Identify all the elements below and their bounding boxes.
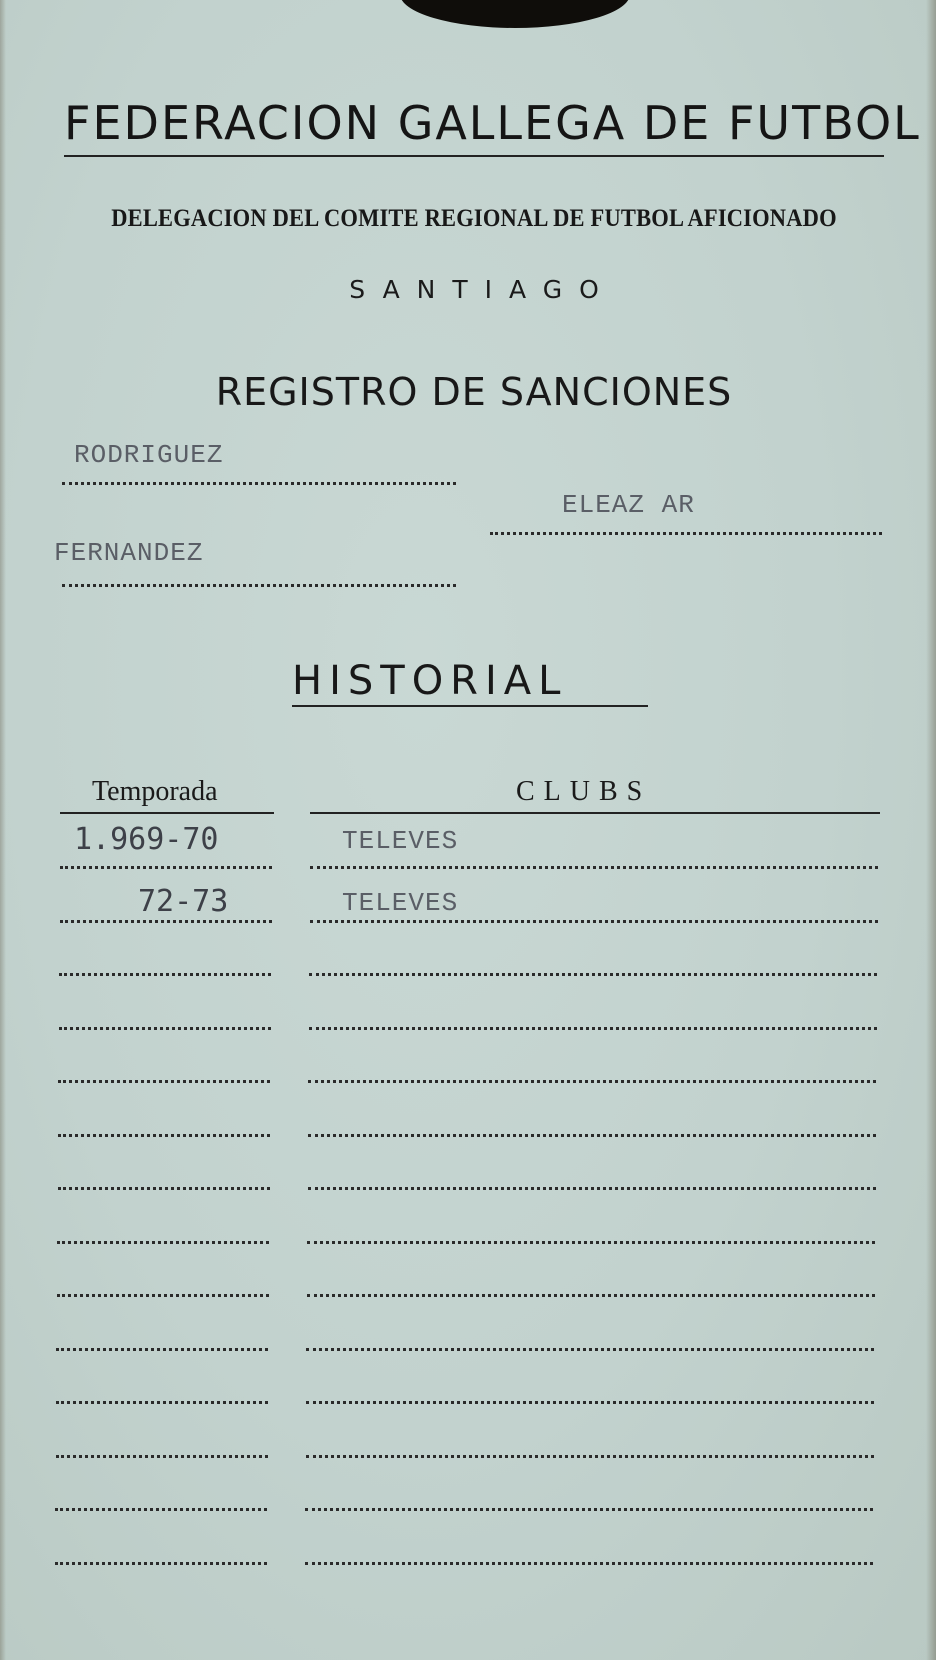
row-1-club: TELEVES <box>342 826 459 856</box>
season-row-line <box>57 1294 269 1297</box>
season-row-line <box>56 1348 268 1351</box>
season-row-line <box>58 1134 270 1137</box>
season-row-line <box>59 973 271 976</box>
club-row-line <box>309 973 877 976</box>
season-column-header: Temporada <box>92 776 218 807</box>
clubs-column-header: CLUBS <box>516 776 652 807</box>
city-heading: SANTIAGO <box>349 275 616 304</box>
delegation-subtitle: DELEGACION DEL COMITE REGIONAL DE FUTBOL AFICIONADO <box>111 205 837 232</box>
season-header-rule <box>60 812 274 814</box>
season-row-line <box>56 1401 268 1404</box>
row-1-season: 1.969-70 <box>74 822 219 857</box>
club-row-line <box>307 1294 875 1297</box>
row-2-season: 72-73 <box>138 884 229 919</box>
club-row-line <box>307 1241 875 1244</box>
surname-2-value: FERNANDEZ <box>54 538 204 568</box>
club-row-line <box>309 1027 877 1030</box>
club-row-line <box>306 1348 874 1351</box>
club-row-line <box>310 920 878 923</box>
season-row-line <box>59 1027 271 1030</box>
season-row-line <box>55 1508 267 1511</box>
season-row-line <box>60 920 272 923</box>
club-row-line <box>308 1187 876 1190</box>
title-underline <box>64 155 884 157</box>
club-row-line <box>305 1508 873 1511</box>
card-edge-left <box>0 0 6 1660</box>
history-title: HISTORIAL <box>292 658 568 704</box>
row-2-club: TELEVES <box>342 888 459 918</box>
clubs-header-rule <box>310 812 880 814</box>
season-row-line <box>55 1562 267 1565</box>
surname-2-line <box>62 584 456 587</box>
given-name-value: ELEAZ AR <box>562 490 695 520</box>
club-row-line <box>306 1401 874 1404</box>
history-underline <box>292 705 648 707</box>
season-row-line <box>57 1241 269 1244</box>
season-row-line <box>58 1187 270 1190</box>
register-title: REGISTRO DE SANCIONES <box>215 370 733 414</box>
club-row-line <box>305 1562 873 1565</box>
club-row-line <box>310 866 878 869</box>
surname-1-line <box>62 482 456 485</box>
season-row-line <box>56 1455 268 1458</box>
federation-title: FEDERACION GALLEGA DE FUTBOL <box>64 96 921 150</box>
club-row-line <box>308 1080 876 1083</box>
surname-1-value: RODRIGUEZ <box>74 440 224 470</box>
season-row-line <box>58 1080 270 1083</box>
given-name-line <box>490 532 882 535</box>
card-edge-right <box>926 0 936 1660</box>
club-row-line <box>306 1455 874 1458</box>
club-row-line <box>308 1134 876 1137</box>
card-notch <box>400 0 630 28</box>
season-row-line <box>60 866 272 869</box>
